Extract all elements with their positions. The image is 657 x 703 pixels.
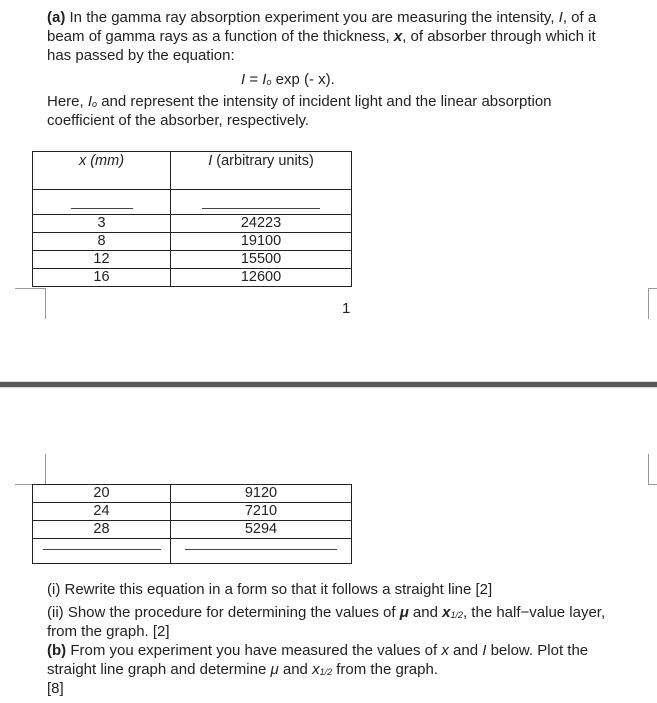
answer-underline (71, 208, 133, 209)
i-value: 5294 (171, 521, 352, 539)
page-number: 1 (342, 300, 351, 317)
header-i-cell (171, 152, 352, 190)
equation (241, 70, 335, 92)
eq-i0: I (262, 71, 267, 88)
eq-lhs: I (241, 71, 246, 88)
crop-mark (648, 454, 657, 485)
table-row (33, 503, 352, 521)
q2-text: and (408, 604, 443, 621)
qb-text: from the graph. (332, 661, 438, 678)
qb-text: straight line graph and determine (47, 661, 271, 678)
qb-x: x (441, 642, 449, 659)
table-row (33, 215, 352, 233)
part-b-label: (b) (47, 642, 67, 659)
qb-x-half-sub: 1/2 (319, 667, 333, 677)
intro-text: beam of gamma rays as a function of the thickness, (47, 28, 394, 45)
crop-mark (15, 288, 46, 319)
i-value: 7210 (171, 503, 352, 521)
question-b-line-2 (47, 660, 438, 682)
question-b-line-1 (47, 641, 588, 660)
q2-text: (ii) Show the procedure for determining the values of (47, 604, 400, 621)
answer-underline (185, 549, 337, 550)
x-value: 3 (33, 215, 171, 233)
table-row (33, 485, 352, 503)
part-a-label: (a) (47, 9, 66, 26)
data-table-top (32, 151, 352, 287)
header-i-units: (arbitrary units) (212, 153, 314, 169)
i-value: 19100 (171, 233, 352, 251)
table-row (33, 521, 352, 539)
x-value: 12 (33, 251, 171, 269)
qb-mu: μ (270, 661, 279, 678)
answer-underline (43, 549, 161, 550)
x-value: 8 (33, 233, 171, 251)
crop-mark (15, 454, 46, 485)
intro-line-2 (47, 27, 596, 46)
intro-line-1 (47, 8, 596, 27)
intro-text: In the gamma ray absorption experiment you are measuring the intensity, (65, 9, 559, 26)
i-value: 9120 (171, 485, 352, 503)
answer-underline (202, 208, 320, 209)
qb-x-half: x (312, 661, 320, 678)
qb-text: From you experiment you have measured the values of (66, 642, 442, 659)
header-x-cell (33, 152, 171, 190)
x-value: 20 (33, 485, 171, 503)
blank-cell (33, 190, 171, 215)
def-i0-sub: o (92, 99, 98, 109)
i-value: 12600 (171, 269, 352, 287)
table-blank-row (33, 190, 352, 215)
thickness-symbol: x (393, 28, 403, 45)
page-divider (0, 381, 657, 388)
qb-text: and (448, 642, 483, 659)
intro-line-3: has passed by the equation: (47, 47, 235, 64)
x-value: 16 (33, 269, 171, 287)
crop-mark (648, 288, 657, 319)
def-text: and represent the intensity of incident light and the linear absorption (97, 93, 552, 110)
x-value: 24 (33, 503, 171, 521)
header-x: x (mm) (78, 153, 125, 169)
qb-i: I (482, 642, 487, 659)
blank-cell (171, 539, 352, 564)
eq-i0-sub: o (266, 77, 272, 87)
question-i: (i) Rewrite this equation in a form so that it follows a straight line [2] (47, 581, 493, 598)
def-text: Here, (47, 93, 88, 110)
definition-line-2: coefficient of the absorber, respectively. (47, 112, 310, 129)
table-row (33, 251, 352, 269)
qb-text: below. Plot the (486, 642, 589, 659)
x-value: 28 (33, 521, 171, 539)
mu-symbol: μ (399, 604, 409, 621)
x-half-symbol: x (442, 604, 451, 621)
question-ii-line-2: from the graph. [2] (47, 623, 170, 640)
eq-equals: = (245, 71, 263, 88)
x-half-sub: 1/2 (450, 610, 463, 620)
intro-text: , of absorber through which it (402, 28, 596, 45)
table-row (33, 233, 352, 251)
q2-text: , the half−value layer, (462, 604, 606, 621)
eq-exp: exp (- x). (271, 71, 335, 88)
i-value: 24223 (171, 215, 352, 233)
table-row (33, 269, 352, 287)
intensity-symbol: I (558, 9, 563, 26)
header-i-symbol: I (208, 153, 213, 169)
data-table-bottom (32, 484, 352, 564)
intro-text: , of a (562, 9, 597, 26)
def-i0: I (87, 93, 93, 110)
blank-cell (33, 539, 171, 564)
qb-text: and (278, 661, 313, 678)
i-value: 15500 (171, 251, 352, 269)
blank-cell (171, 190, 352, 215)
table-header-row (33, 152, 352, 190)
question-b-marks: [8] (47, 680, 64, 697)
table-blank-row (33, 539, 352, 564)
